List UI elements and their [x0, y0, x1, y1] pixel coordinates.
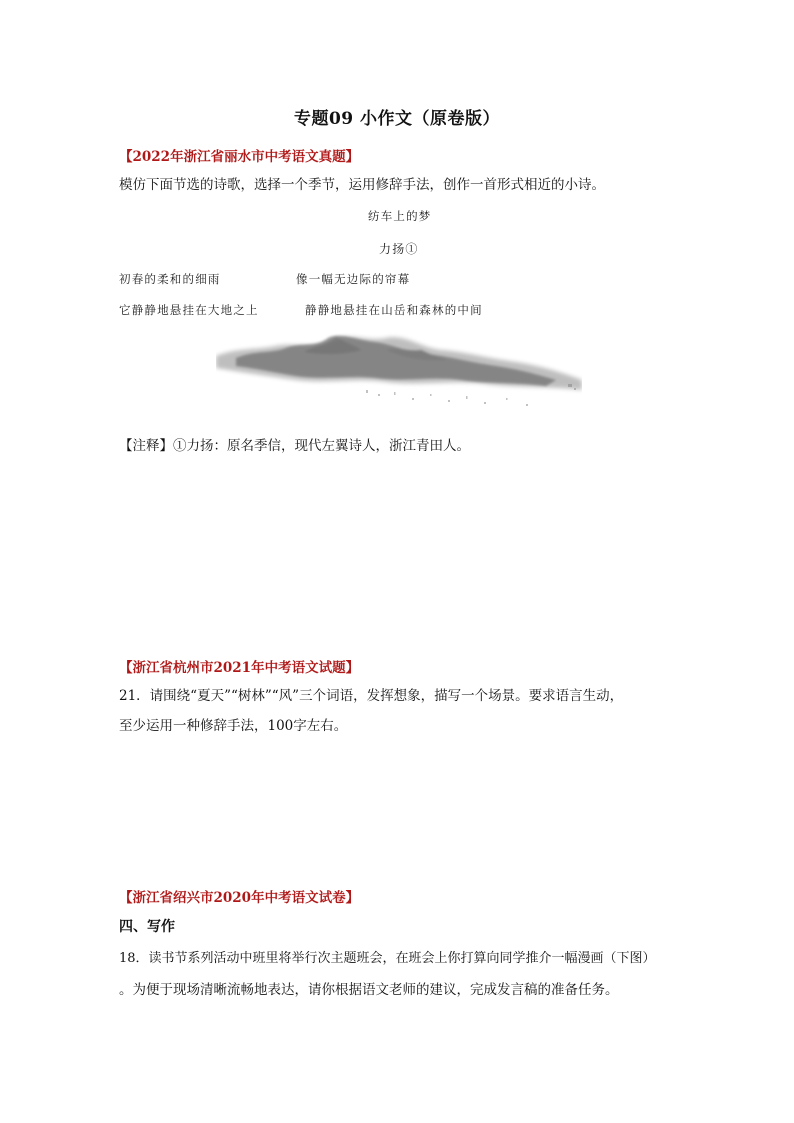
poem-annotation-note: 【注释】①力扬：原名季信，现代左翼诗人，浙江青田人。 — [119, 438, 470, 454]
poem-line-1: 初春的柔和的细雨 — [119, 272, 221, 286]
ink-mountain-painting — [216, 328, 582, 418]
section-heading-writing: 四、写作 — [119, 919, 175, 935]
source-tag-2021-hangzhou: 【浙江省杭州市2021年中考语文试题】 — [119, 660, 360, 676]
poem-line-2: 像一幅无边际的帘幕 — [296, 272, 411, 286]
poem-title: 纺车上的梦 — [368, 209, 432, 223]
poem-line-4: 静静地悬挂在山岳和森林的中间 — [305, 303, 483, 317]
question-18-line-1: 18．读书节系列活动中班里将举行次主题班会，在班会上你打算向同学推介一幅漫画（下图） — [119, 951, 656, 966]
document-title: 专题09 小作文（原卷版） — [293, 109, 501, 129]
question-21-line-1: 21．请围绕“夏天”“树林”“风”三个词语，发挥想象，描写一个场景。要求语言生动， — [119, 688, 624, 704]
poem-line-3: 它静静地悬挂在大地之上 — [119, 303, 259, 317]
question-18-line-2: 。为便于现场清晰流畅地表达，请你根据语文老师的建议，完成发言稿的准备任务。 — [119, 982, 619, 998]
source-tag-2020-shaoxing: 【浙江省绍兴市2020年中考语文试卷】 — [119, 890, 360, 906]
source-tag-2022-lishui: 【2022年浙江省丽水市中考语文真题】 — [119, 149, 360, 165]
question-21-line-2: 至少运用一种修辞手法，100字左右。 — [119, 718, 348, 734]
poem-author: 力扬① — [379, 242, 419, 256]
question-prompt-poem: 模仿下面节选的诗歌，选择一个季节，运用修辞手法，创作一首形式相近的小诗。 — [119, 177, 605, 193]
